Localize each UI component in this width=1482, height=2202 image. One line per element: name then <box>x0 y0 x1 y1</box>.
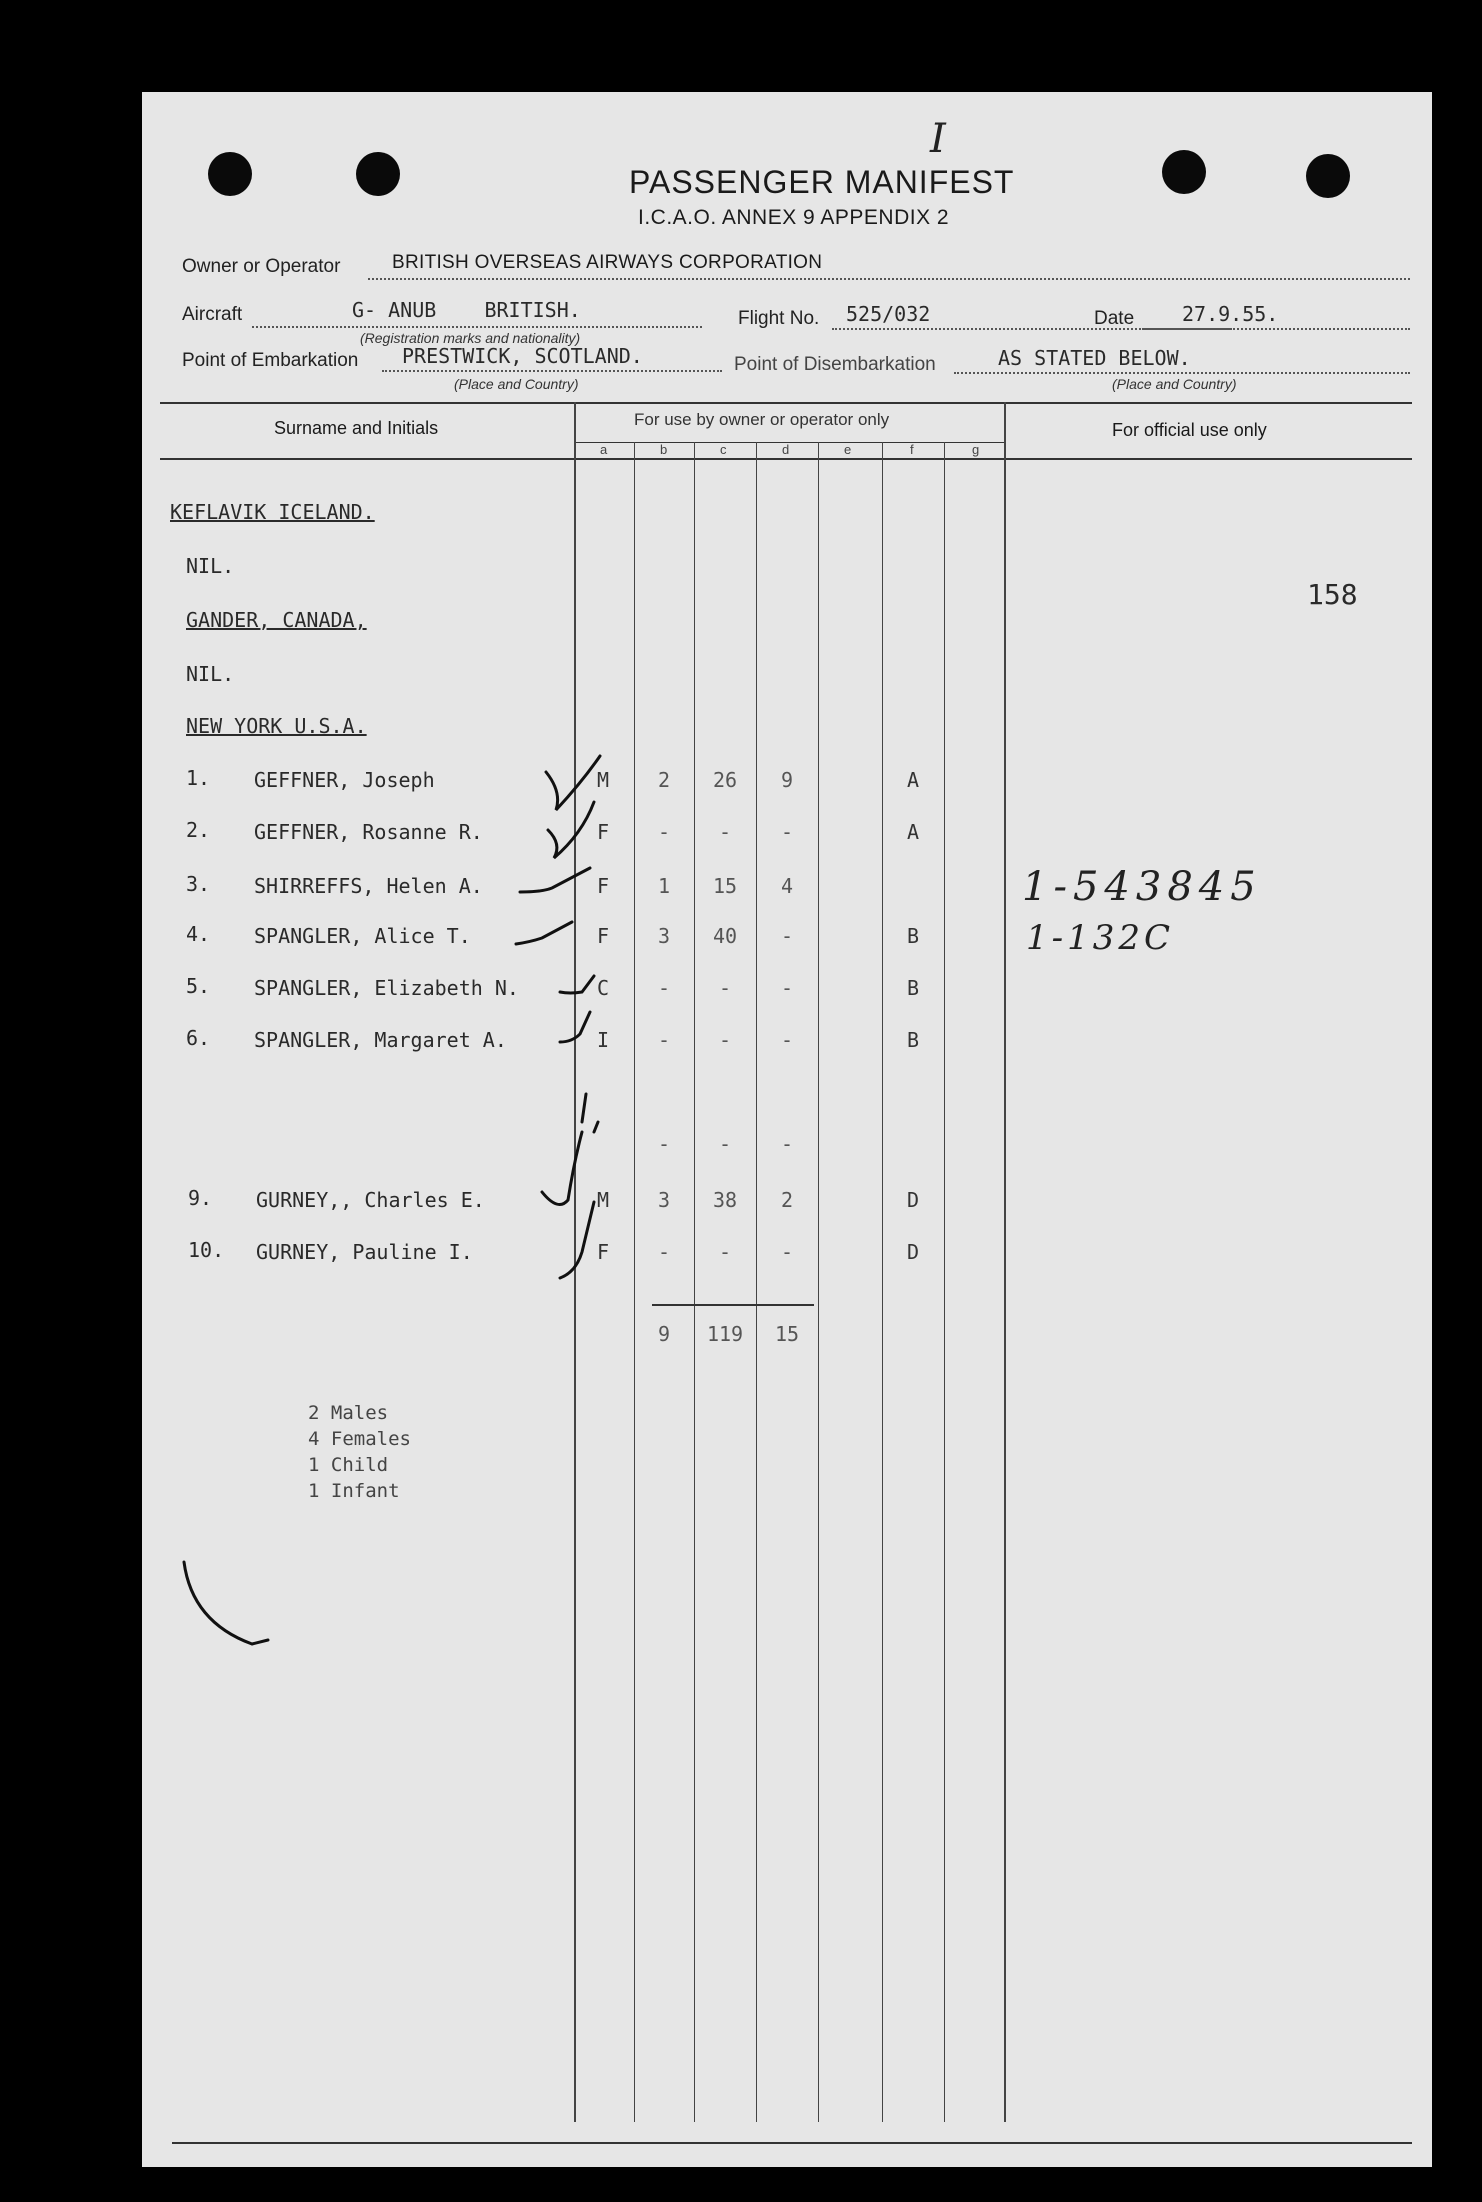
section-note: NIL. <box>186 554 235 578</box>
passenger-col-d: - <box>780 1240 794 1264</box>
passenger-sex: M <box>596 1188 610 1212</box>
passenger-col-d: - <box>780 1132 794 1156</box>
check-marks <box>142 92 1432 1792</box>
col-b-header: b <box>660 442 668 457</box>
col-c-header: c <box>720 442 727 457</box>
owner-use-header: For use by owner or operator only <box>634 410 890 429</box>
passenger-col-d: 4 <box>780 874 794 898</box>
col-d-header: d <box>782 442 790 457</box>
passenger-col-c: - <box>718 1240 732 1264</box>
passenger-col-c: - <box>718 820 732 844</box>
passenger-col-b: - <box>657 820 671 844</box>
owner-label: Owner or Operator <box>182 256 341 277</box>
aircraft-note: (Registration marks and nationality) <box>360 330 581 346</box>
passenger-no: 4. <box>186 922 211 946</box>
passenger-name: GURNEY, Pauline I. <box>256 1240 473 1264</box>
passenger-sex: F <box>596 874 610 898</box>
embarkation-note: (Place and Country) <box>454 376 579 392</box>
passenger-name: SPANGLER, Margaret A. <box>254 1028 507 1052</box>
passenger-name: GEFFNER, Rosanne R. <box>254 820 483 844</box>
passenger-col-d: - <box>780 1028 794 1052</box>
passenger-no: 5. <box>186 974 211 998</box>
check-mark <box>520 868 590 892</box>
section-place: NEW YORK U.S.A. <box>186 714 367 738</box>
check-mark <box>560 1012 590 1042</box>
passenger-col-b: 1 <box>657 874 671 898</box>
check-mark <box>548 802 594 858</box>
official-note: 1-543845 <box>1022 864 1262 910</box>
passenger-no: 3. <box>186 872 211 896</box>
col-a-header: a <box>600 442 608 457</box>
total-col-b: 9 <box>657 1322 671 1346</box>
passenger-name: GEFFNER, Joseph <box>254 768 435 792</box>
total-col-d: 15 <box>774 1322 800 1346</box>
total-col-c: 119 <box>706 1322 744 1346</box>
passenger-col-d: 9 <box>780 768 794 792</box>
passenger-col-c: - <box>718 976 732 1000</box>
check-mark <box>546 756 600 810</box>
passenger-col-b: 3 <box>657 924 671 948</box>
check-mark <box>542 1132 582 1205</box>
flight-value: 525/032 <box>846 302 931 326</box>
passenger-col-d: - <box>780 924 794 948</box>
summary-line: 2 Males <box>308 1402 389 1424</box>
passenger-name: SHIRREFFS, Helen A. <box>254 874 483 898</box>
passenger-col-b: - <box>657 1132 671 1156</box>
passenger-no: 9. <box>188 1186 213 1210</box>
disembarkation-value: AS STATED BELOW. <box>998 346 1191 370</box>
summary-line: 1 Child <box>308 1454 389 1476</box>
passenger-col-f: A <box>906 820 920 844</box>
passenger-col-f: D <box>906 1240 920 1264</box>
passenger-no: 10. <box>188 1238 225 1262</box>
passenger-sex: I <box>596 1028 610 1052</box>
page-subtitle: I.C.A.O. ANNEX 9 APPENDIX 2 <box>638 206 950 229</box>
date-label: Date <box>1094 308 1135 329</box>
owner-value: BRITISH OVERSEAS AIRWAYS CORPORATION <box>392 252 823 273</box>
surname-header: Surname and Initials <box>274 418 439 438</box>
passenger-col-b: 3 <box>657 1188 671 1212</box>
passenger-col-d: - <box>780 976 794 1000</box>
passenger-sex: C <box>596 976 610 1000</box>
passenger-name: SPANGLER, Elizabeth N. <box>254 976 519 1000</box>
section-place: KEFLAVIK ICELAND. <box>170 500 375 524</box>
check-mark <box>516 922 572 944</box>
passenger-col-d: 2 <box>780 1188 794 1212</box>
summary-line: 4 Females <box>308 1428 411 1450</box>
table-bottom-rule <box>172 2142 1412 2144</box>
passenger-col-b: - <box>657 1028 671 1052</box>
passenger-sex: F <box>596 820 610 844</box>
passenger-col-c: 15 <box>712 874 738 898</box>
passenger-col-c: 26 <box>712 768 738 792</box>
passenger-sex: M <box>596 768 610 792</box>
passenger-no: 6. <box>186 1026 211 1050</box>
passenger-no: 2. <box>186 818 211 842</box>
section-place: GANDER, CANADA, <box>186 608 367 632</box>
passenger-name: GURNEY,, Charles E. <box>256 1188 485 1212</box>
passenger-col-f: B <box>906 976 920 1000</box>
passenger-no: 1. <box>186 766 211 790</box>
passenger-sex: F <box>596 924 610 948</box>
col-e-header: e <box>844 442 852 457</box>
passenger-col-d: - <box>780 820 794 844</box>
passenger-col-b: - <box>657 976 671 1000</box>
disembarkation-label: Point of Disembarkation <box>734 354 936 375</box>
disembarkation-note: (Place and Country) <box>1112 376 1237 392</box>
check-mark <box>560 976 594 993</box>
passenger-col-f: B <box>906 924 920 948</box>
summary-line: 1 Infant <box>308 1480 400 1502</box>
aircraft-value: G- ANUB BRITISH. <box>352 298 581 322</box>
page-number: 158 <box>1307 578 1358 611</box>
manifest-page <box>142 92 1432 2167</box>
passenger-col-f: D <box>906 1188 920 1212</box>
embarkation-label: Point of Embarkation <box>182 350 359 371</box>
passenger-sex: F <box>596 1240 610 1264</box>
page-title: PASSENGER MANIFEST <box>629 164 1015 200</box>
check-mark <box>582 1094 598 1132</box>
handwritten-mark: I <box>930 116 946 162</box>
passenger-col-b: - <box>657 1240 671 1264</box>
check-mark <box>560 1202 594 1278</box>
section-note: NIL. <box>186 662 235 686</box>
flight-label: Flight No. <box>738 308 820 329</box>
passenger-col-f: A <box>906 768 920 792</box>
passenger-col-c: 38 <box>712 1188 738 1212</box>
passenger-col-b: 2 <box>657 768 671 792</box>
aircraft-label: Aircraft <box>182 304 243 325</box>
passenger-col-c: 40 <box>712 924 738 948</box>
check-mark <box>184 1562 268 1644</box>
embarkation-value: PRESTWICK, SCOTLAND. <box>402 344 643 368</box>
passenger-col-f: B <box>906 1028 920 1052</box>
official-note: 1-132C <box>1026 918 1175 958</box>
passenger-name: SPANGLER, Alice T. <box>254 924 471 948</box>
passenger-col-c: - <box>718 1132 732 1156</box>
col-g-header: g <box>972 442 980 457</box>
col-f-header: f <box>910 442 914 457</box>
date-value: 27.9.55. <box>1182 302 1279 326</box>
passenger-col-c: - <box>718 1028 732 1052</box>
official-use-header: For official use only <box>1112 420 1267 440</box>
